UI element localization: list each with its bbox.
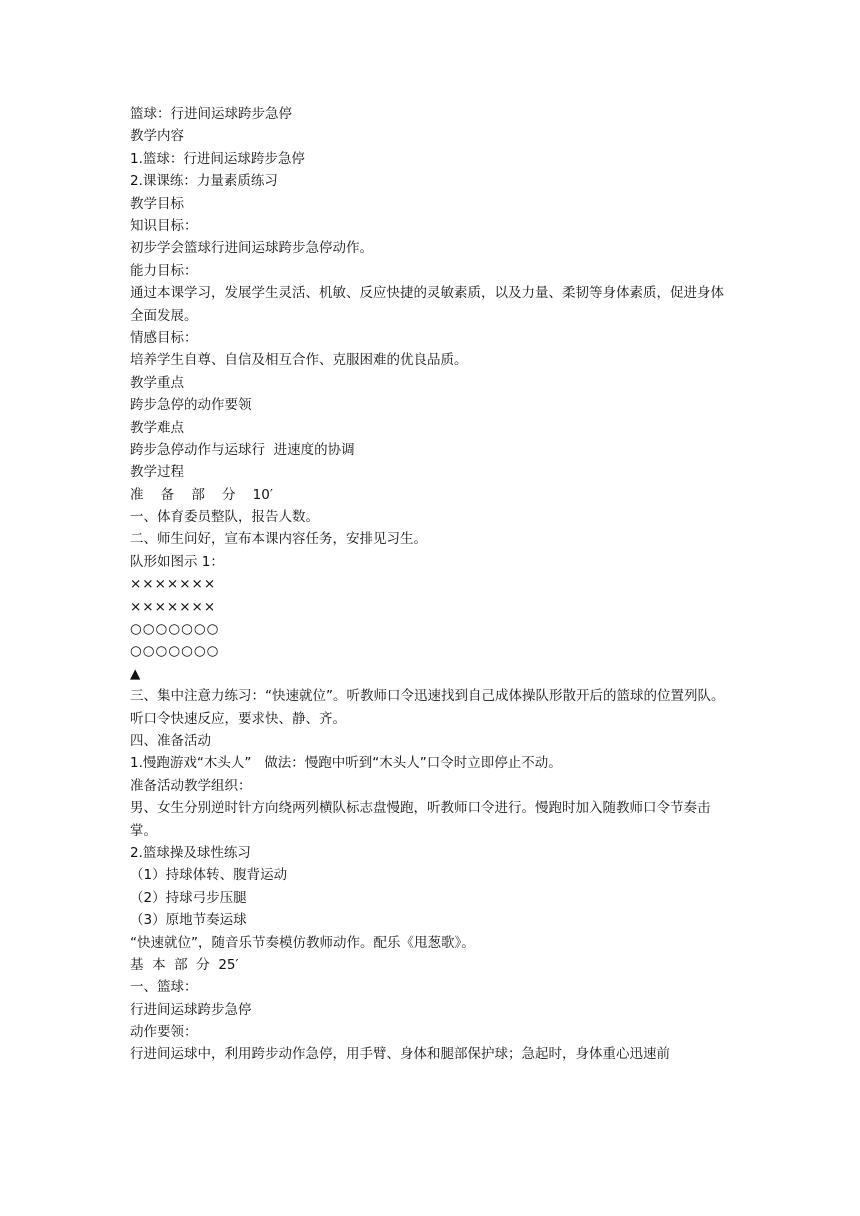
paragraph-line: 一、篮球： bbox=[130, 979, 198, 996]
list-item: （2）持球弓步压腿 bbox=[130, 889, 247, 906]
content-item-2: 2.课课练：力量素质练习 bbox=[130, 173, 278, 190]
formation-row-cross: ××××××× bbox=[130, 598, 217, 615]
paragraph-line: 1.慢跑游戏“木头人” 做法：慢跑中听到“木头人”口令时立即停止不动。 bbox=[130, 755, 562, 772]
paragraph-difficulty: 跨步急停动作与运球行 进速度的协调 bbox=[130, 441, 355, 458]
paragraph-line: 一、体育委员整队，报告人数。 bbox=[130, 509, 319, 526]
paragraph-attention: 三、集中注意力练习：“快速就位”。听教师口令迅速找到自己成体操队形散开后的篮球的位置列队。 bbox=[130, 688, 725, 705]
formation-row-cross: ××××××× bbox=[130, 576, 217, 593]
section-heading-goals: 教学目标 bbox=[130, 195, 184, 212]
formation-caption: 队形如图示 1： bbox=[130, 553, 224, 570]
part-heading-basic: 基 本 部 分 25′ bbox=[130, 956, 239, 973]
subheading-emotion: 情感目标： bbox=[130, 329, 198, 346]
paragraph-line: 2.篮球操及球性练习 bbox=[130, 844, 251, 861]
list-item: （3）原地节奏运球 bbox=[130, 912, 247, 929]
paragraph-line: 准备活动教学组织： bbox=[130, 777, 252, 794]
formation-row-circle: ○○○○○○○ bbox=[130, 643, 220, 660]
document-page bbox=[130, 103, 730, 1066]
paragraph-line: 行进间运球跨步急停 bbox=[130, 1001, 252, 1018]
section-heading-process: 教学过程 bbox=[130, 464, 184, 481]
part-heading-prep: 准 备 部 分 10′ bbox=[130, 486, 273, 503]
content-item-1: 1.篮球：行进间运球跨步急停 bbox=[130, 150, 305, 167]
paragraph-warmup-org: 男、女生分别逆时针方向绕两列横队标志盘慢跑，听教师口令进行。慢跑时加入随教师口令节奏击掌。 bbox=[130, 800, 711, 839]
document-title: 篮球：行进间运球跨步急停 bbox=[130, 106, 292, 122]
list-item: （1）持球体转、腹背运动 bbox=[130, 867, 288, 884]
paragraph-ability: 通过本课学习，发展学生灵活、机敏、反应快捷的灵敏素质，以及力量、柔韧等身体素质，促进身体全面发展。 bbox=[130, 285, 724, 324]
section-heading-warmup: 四、准备活动 bbox=[130, 732, 211, 749]
subheading-knowledge: 知识目标： bbox=[130, 217, 198, 234]
formation-row-circle: ○○○○○○○ bbox=[130, 621, 220, 638]
paragraph-key-point: 跨步急停的动作要领 bbox=[130, 397, 252, 414]
paragraph-line: 动作要领： bbox=[130, 1024, 198, 1041]
section-heading-difficulty: 教学难点 bbox=[130, 419, 184, 436]
subheading-ability: 能力目标： bbox=[130, 262, 198, 279]
section-heading-content: 教学内容 bbox=[130, 128, 184, 145]
paragraph-line: 听口令快速反应，要求快、静、齐。 bbox=[130, 710, 346, 727]
paragraph-emotion: 培养学生自尊、自信及相互合作、克服困难的优良品质。 bbox=[130, 352, 468, 369]
paragraph-line: “快速就位”，随音乐节奏模仿教师动作。配乐《甩葱歌》。 bbox=[130, 934, 475, 951]
paragraph-knowledge: 初步学会篮球行进间运球跨步急停动作。 bbox=[130, 240, 373, 257]
paragraph-line: 二、师生问好，宣布本课内容任务，安排见习生。 bbox=[130, 531, 427, 548]
section-heading-key-point: 教学重点 bbox=[130, 374, 184, 391]
teacher-position-triangle: ▲ bbox=[130, 665, 141, 682]
paragraph-line: 行进间运球中，利用跨步动作急停，用手臂、身体和腿部保护球；急起时，身体重心迅速前 bbox=[130, 1046, 670, 1063]
